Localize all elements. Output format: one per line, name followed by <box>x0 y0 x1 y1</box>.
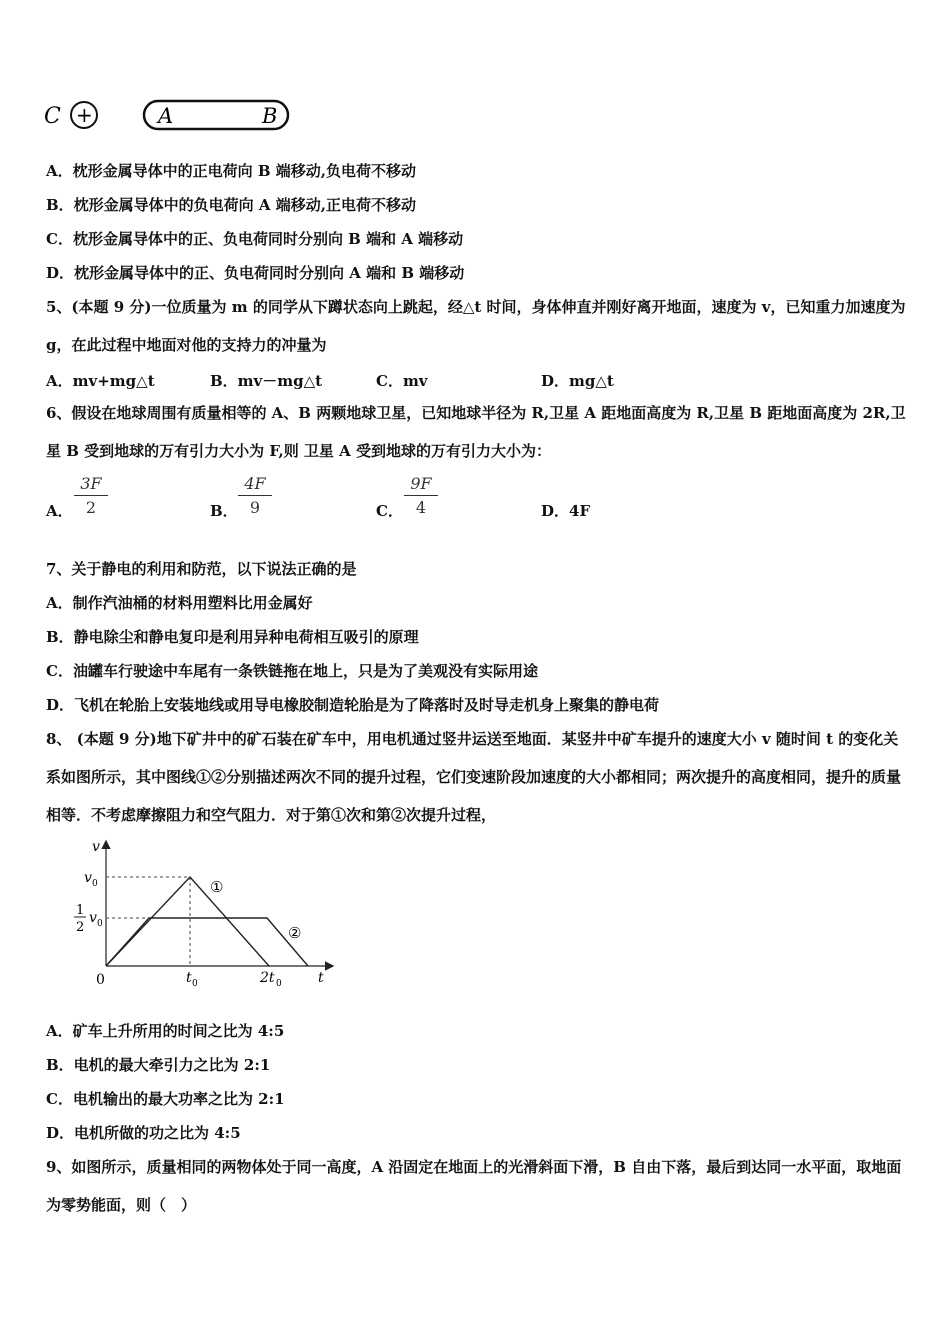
half-denominator: 2 <box>76 920 85 935</box>
end-b-label: B <box>262 104 278 128</box>
q4-option-d: D．枕形金属导体中的正、负电荷同时分别向 A 端和 B 端移动 <box>46 264 465 282</box>
fraction-numerator: 3F <box>74 474 108 496</box>
q6-option-a-fraction <box>74 474 108 517</box>
t0-subscript: 0 <box>192 979 198 989</box>
fraction-numerator: 4F <box>238 474 272 496</box>
fraction-denominator: 4 <box>415 498 427 517</box>
fraction-numerator: 9F <box>404 474 438 496</box>
q8-option-c: C．电机输出的最大功率之比为 2:1 <box>46 1090 285 1108</box>
q7-stem: 7、关于静电的利用和防范，以下说法正确的是 <box>46 560 357 578</box>
q7-option-b: B．静电除尘和静电复印是利用异种电荷相互吸引的原理 <box>46 628 419 646</box>
velocity-time-graph <box>44 834 344 998</box>
q7-option-a: A．制作汽油桶的材料用塑料比用金属好 <box>46 594 313 612</box>
q4-option-c: C．枕形金属导体中的正、负电荷同时分别向 B 端和 A 端移动 <box>46 230 464 248</box>
q4-option-b: B．枕形金属导体中的负电荷向 A 端移动,正电荷不移动 <box>46 196 416 214</box>
q6-option-c-label: C． <box>376 502 403 520</box>
curve-1-label: ① <box>210 878 224 896</box>
origin-label: 0 <box>96 972 105 988</box>
q8-option-a: A．矿车上升所用的时间之比为 4:5 <box>46 1022 285 1040</box>
fraction-denominator: 9 <box>249 498 261 517</box>
v0-label: v <box>84 870 92 886</box>
q6-option-a-label: A． <box>46 502 73 520</box>
fraction-denominator: 2 <box>85 498 97 517</box>
curve-2-label: ② <box>288 924 302 942</box>
v-axis-label: v <box>92 839 100 855</box>
q5-option-d: D．mg△t <box>541 372 614 390</box>
q7-option-d: D．飞机在轮胎上安装地线或用导电橡胶制造轮胎是为了降落时及时导走机身上聚集的静电荷 <box>46 696 660 714</box>
q5-option-c: C．mv <box>376 372 428 390</box>
plus-sign: + <box>76 103 93 127</box>
q7-option-c: C．油罐车行驶途中车尾有一条铁链拖在地上，只是为了美观没有实际用途 <box>46 662 538 680</box>
half-v0-subscript: 0 <box>97 919 103 929</box>
q6-option-c-fraction <box>404 474 438 517</box>
q5-option-b: B．mv－mg△t <box>210 372 323 390</box>
half-numerator: 1 <box>76 903 85 918</box>
q8-stem: 8、 (本题 9 分)地下矿井中的矿石装在矿车中，用电机通过竖井运送至地面．某竖井中矿车提升的速度大小 v 随时间 t 的变化关系如图所示，其中图线①②分别描述两次不同的提升过程，它们变速阶段加速度的大小都相同；两次提升的高度相同，提升的质量相等．不考虑摩擦阻力和空气阻力．对于第①次和第②次提升过程， <box>46 730 902 824</box>
q8-option-d: D．电机所做的功之比为 4:5 <box>46 1124 241 1142</box>
two-t0-subscript: 0 <box>276 979 282 989</box>
q9-stem: 9、如图所示，质量相同的两物体处于同一高度，A 沿固定在地面上的光滑斜面下滑，B 自由下落，最后到达同一水平面，取地面为零势能面，则（ ） <box>46 1158 902 1214</box>
q4-option-a: A．枕形金属导体中的正电荷向 B 端移动,负电荷不移动 <box>46 162 416 180</box>
charge-c-label: C <box>44 104 61 129</box>
half-v0-label: v <box>89 910 97 926</box>
curve-2 <box>106 918 308 966</box>
v0-subscript: 0 <box>92 879 98 889</box>
conductor-figure <box>40 96 300 140</box>
end-a-label: A <box>158 104 174 128</box>
q6-option-d: D．4F <box>541 502 591 520</box>
two-t0-label: 2t <box>260 970 275 986</box>
q5-option-a: A．mv+mg△t <box>46 372 155 390</box>
q6-option-b-label: B． <box>210 502 238 520</box>
q6-option-b-fraction <box>238 474 272 517</box>
t-axis-label: t <box>318 970 324 986</box>
curve-1 <box>106 877 269 966</box>
t0-label: t <box>186 970 192 986</box>
q8-option-b: B．电机的最大牵引力之比为 2:1 <box>46 1056 271 1074</box>
q5-stem: 5、(本题 9 分)一位质量为 m 的同学从下蹲状态向上跳起，经△t 时间，身体伸直并刚好离开地面，速度为 v，已知重力加速度为 g，在此过程中地面对他的支持力的冲量为 <box>46 298 906 354</box>
q6-stem: 6、假设在地球周围有质量相等的 A、B 两颗地球卫星，已知地球半径为 R,卫星 A 距地面高度为 R,卫星 B 距地面高度为 2R,卫星 B 受到地球的万有引力大小为 F,则 卫星 A 受到地球的万有引力大小为： <box>46 404 906 460</box>
